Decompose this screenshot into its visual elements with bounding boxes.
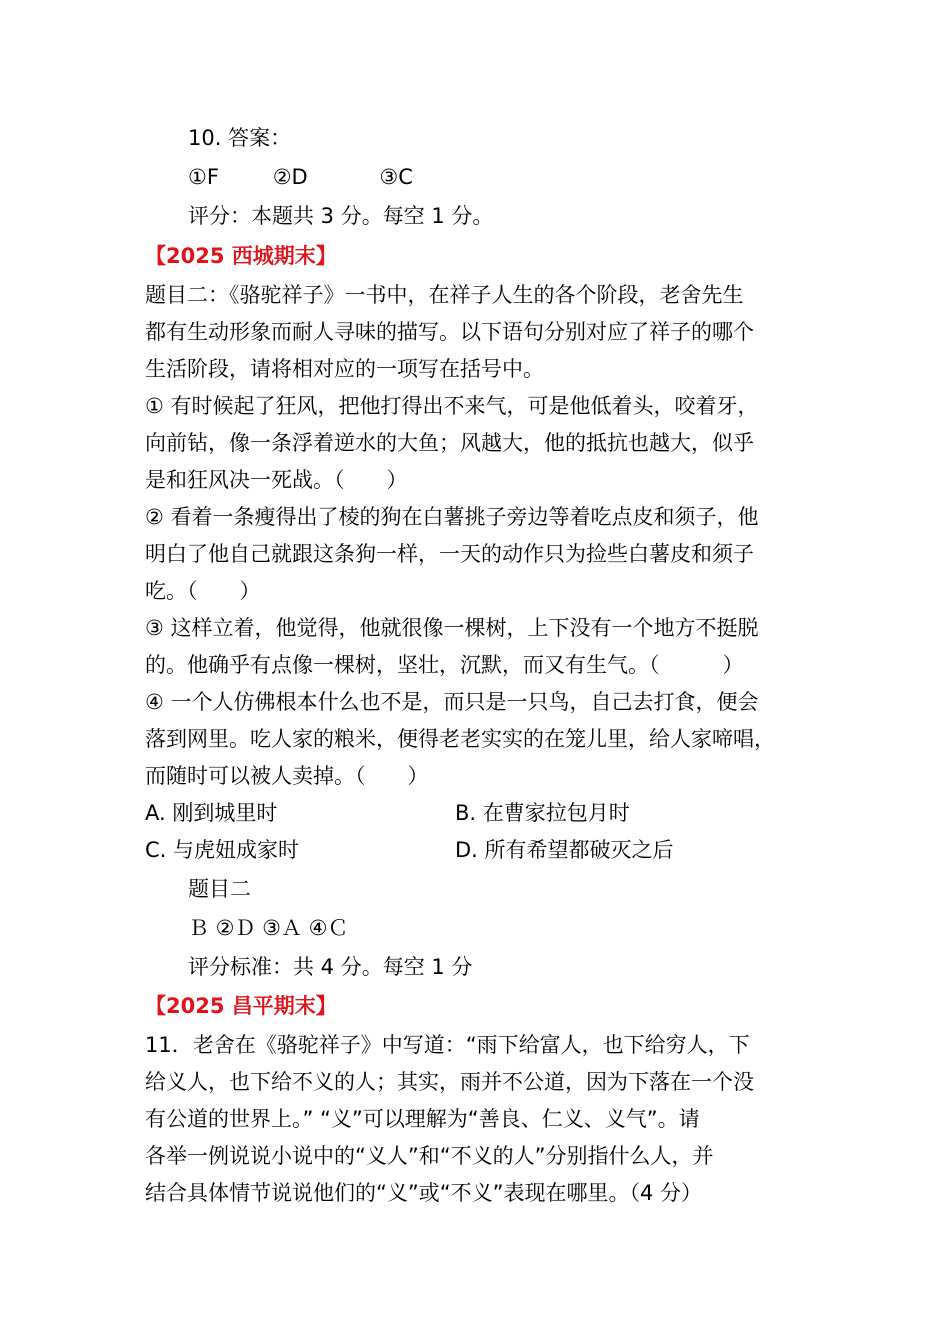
- question-item-1: ① 有时候起了狂风，把他打得出不来气，可是他低着头，咬着牙，: [145, 394, 759, 418]
- scoring-standard: 评分标准：共 4 分。每空 1 分: [188, 955, 473, 979]
- q10-answers: [188, 164, 868, 190]
- option-d: D. 所有希望都破灭之后: [455, 838, 674, 862]
- question-text-line: 各举一例说说小说中的“义人”和“不义的人”分别指什么人，并: [145, 1144, 714, 1168]
- q10-heading: 10. 答案：: [188, 126, 292, 150]
- q10-answer-3: ③C: [379, 165, 413, 189]
- question-text-line: 吃。（ ）: [145, 579, 261, 603]
- question-text-line: 是和狂风决一死战。（ ）: [145, 468, 408, 492]
- question-text-line: 题目二：《骆驼祥子》一书中，在祥子人生的各个阶段，老舍先生: [145, 283, 744, 307]
- question-item-2: ② 看着一条瘦得出了棱的狗在白薯挑子旁边等着吃点皮和须子，他: [145, 505, 759, 529]
- q10-answer-1: ①F: [188, 165, 219, 189]
- question-11-line: 11．老舍在《骆驼祥子》中写道：“雨下给富人，也下给穷人，下: [145, 1033, 750, 1057]
- question-text-line: 给义人，也下给不义的人；其实，雨并不公道，因为下落在一个没: [145, 1070, 754, 1094]
- q10-scoring: 评分：本题共 3 分。每空 1 分。: [188, 204, 494, 228]
- question-text-line: 而随时可以被人卖掉。（ ）: [145, 764, 429, 788]
- question-text-line: 生活阶段，请将相对应的一项写在括号中。: [145, 357, 544, 381]
- answer-title: 题目二: [188, 877, 251, 901]
- question-text-line: 有公道的世界上。” “义”可以理解为“善良、仁义、义气”。请: [145, 1107, 700, 1131]
- question-text-line: 结合具体情节说说他们的“义”或“不义”表现在哪里。（4 分）: [145, 1181, 703, 1205]
- option-b: B. 在曹家拉包月时: [455, 801, 630, 825]
- option-a: A. 刚到城里时: [145, 801, 278, 825]
- section-tag-changping: 【2025 昌平期末】: [145, 994, 337, 1018]
- answer-line: Ｂ ②Ｄ ③Ａ ④Ｃ: [188, 916, 349, 940]
- question-text-line: 明白了他自己就跟这条狗一样，一天的动作只为捡些白薯皮和须子: [145, 542, 754, 566]
- option-c: C. 与虎妞成家时: [145, 838, 300, 862]
- question-text-line: 向前钻，像一条浮着逆水的大鱼；风越大，他的抵抗也越大，似乎: [145, 431, 754, 455]
- question-text-line: 都有生动形象而耐人寻味的描写。以下语句分别对应了祥子的哪个: [145, 320, 754, 344]
- section-tag-xicheng: 【2025 西城期末】: [145, 244, 337, 268]
- question-item-3: ③ 这样立着，他觉得，他就很像一棵树，上下没有一个地方不挺脱: [145, 616, 759, 640]
- q10-answer-2: ②D: [272, 165, 308, 189]
- question-text-line: 的。他确乎有点像一棵树，坚壮，沉默，而又有生气。（ ）: [145, 653, 744, 677]
- question-item-4: ④ 一个人仿佛根本什么也不是，而只是一只鸟，自己去打食，便会: [145, 690, 759, 714]
- question-text-line: 落到网里。吃人家的粮米，便得老老实实的在笼儿里，给人家啼唱，: [145, 727, 775, 751]
